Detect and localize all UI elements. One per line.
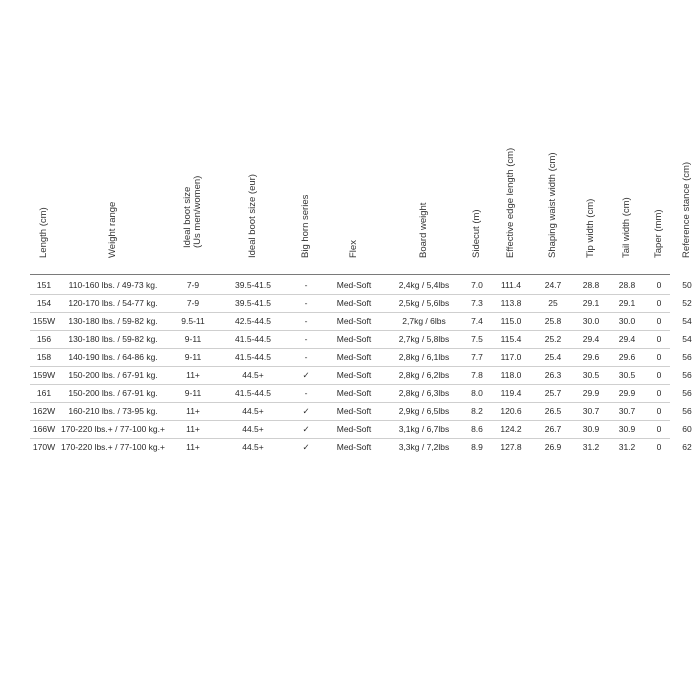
column-header-label: Reference stance (cm) — [681, 161, 692, 258]
cell-weight: 150-200 lbs. / 67-91 kg. — [68, 370, 158, 380]
cell-sidecut: 7.4 — [471, 316, 483, 326]
cell-tail: 29.9 — [618, 388, 636, 398]
cell-stance: 54 — [682, 316, 692, 326]
table-row — [30, 313, 692, 331]
cell-bighorn: ✓ — [302, 406, 310, 416]
cell-stance: 60 — [682, 424, 692, 434]
column-header-taper — [646, 140, 672, 270]
cell-length: 159W — [32, 370, 56, 380]
cell-taper: 0 — [656, 334, 662, 344]
cell-waist: 26.7 — [544, 424, 562, 434]
cell-waist: 25.8 — [544, 316, 562, 326]
cell-edge: 120.6 — [500, 406, 522, 416]
cell-taper: 0 — [656, 388, 662, 398]
cell-board_weight: 3,1kg / 6,7lbs — [398, 424, 450, 434]
cell-boot_us: 7-9 — [186, 298, 200, 308]
cell-edge: 117.0 — [500, 352, 522, 362]
column-header-sidecut — [464, 140, 490, 270]
column-header-label: Weight range — [107, 201, 118, 258]
cell-taper: 0 — [656, 280, 662, 290]
table-row — [30, 367, 692, 385]
cell-edge: 111.4 — [500, 280, 521, 290]
cell-length: 156 — [36, 334, 52, 344]
cell-boot_us: 9-11 — [184, 352, 202, 362]
cell-bighorn: - — [304, 334, 308, 344]
cell-bighorn: - — [304, 316, 308, 326]
cell-taper: 0 — [656, 406, 662, 416]
cell-waist: 25.7 — [544, 388, 562, 398]
cell-tail: 28.8 — [618, 280, 636, 290]
table-row — [30, 403, 692, 421]
cell-weight: 170-220 lbs.+ / 77-100 kg.+ — [61, 442, 165, 452]
cell-bighorn: ✓ — [302, 442, 310, 452]
column-header-stance — [672, 140, 700, 270]
cell-taper: 0 — [656, 316, 662, 326]
cell-weight: 160-210 lbs. / 73-95 kg. — [68, 406, 158, 416]
cell-tip: 30.0 — [582, 316, 600, 326]
cell-tip: 29.1 — [582, 298, 600, 308]
cell-stance: 56 — [682, 352, 692, 362]
table-row — [30, 295, 692, 313]
table-body — [30, 277, 692, 456]
cell-boot_us: 11+ — [186, 442, 200, 452]
cell-edge: 115.4 — [500, 334, 522, 344]
cell-taper: 0 — [656, 298, 662, 308]
cell-waist: 26.3 — [544, 370, 562, 380]
cell-bighorn: ✓ — [302, 424, 310, 434]
cell-boot_eur: 39.5-41.5 — [235, 298, 271, 308]
column-header-label: Ideal boot size (eur) — [247, 174, 258, 258]
column-header-boot_eur — [218, 140, 288, 270]
cell-boot_eur: 42.5-44.5 — [235, 316, 271, 326]
cell-length: 158 — [36, 352, 52, 362]
column-header-label: Length (cm) — [38, 207, 49, 258]
cell-boot_us: 9-11 — [184, 388, 202, 398]
cell-stance: 56 — [682, 370, 692, 380]
cell-bighorn: - — [304, 352, 308, 362]
cell-sidecut: 8.2 — [471, 406, 483, 416]
cell-length: 155W — [32, 316, 56, 326]
cell-boot_us: 11+ — [186, 370, 200, 380]
cell-tail: 29.4 — [618, 334, 636, 344]
cell-board_weight: 2,4kg / 5,4lbs — [398, 280, 450, 290]
cell-bighorn: - — [304, 280, 308, 290]
column-header-label: Effective edge length (cm) — [505, 147, 516, 258]
cell-boot_eur: 44.5+ — [242, 406, 264, 416]
cell-board_weight: 2,7kg / 6lbs — [402, 316, 446, 326]
cell-boot_eur: 41.5-44.5 — [235, 334, 271, 344]
cell-boot_us: 9.5-11 — [181, 316, 205, 326]
cell-waist: 26.9 — [544, 442, 562, 452]
cell-sidecut: 7.8 — [471, 370, 483, 380]
cell-bighorn: - — [304, 388, 308, 398]
column-header-label: Taper (mm) — [653, 209, 664, 258]
cell-sidecut: 7.0 — [471, 280, 483, 290]
cell-tail: 29.1 — [618, 298, 636, 308]
cell-edge: 118.0 — [500, 370, 522, 380]
cell-sidecut: 8.6 — [471, 424, 483, 434]
column-header-label: Tail width (cm) — [621, 197, 632, 258]
cell-sidecut: 8.0 — [471, 388, 483, 398]
cell-tail: 30.9 — [618, 424, 636, 434]
cell-waist: 24.7 — [544, 280, 562, 290]
column-header-label: Flex — [348, 240, 359, 258]
column-header-flex — [324, 140, 384, 270]
cell-bighorn: - — [304, 298, 308, 308]
cell-tip: 29.4 — [582, 334, 600, 344]
cell-tip: 30.5 — [582, 370, 600, 380]
cell-taper: 0 — [656, 442, 662, 452]
cell-boot_us: 9-11 — [184, 334, 202, 344]
cell-stance: 62 — [682, 442, 692, 452]
column-header-tail — [608, 140, 646, 270]
cell-tail: 30.7 — [618, 406, 636, 416]
cell-boot_us: 11+ — [186, 406, 200, 416]
cell-tip: 30.9 — [582, 424, 600, 434]
cell-tip: 31.2 — [582, 442, 600, 452]
table-row — [30, 385, 692, 403]
cell-tip: 28.8 — [582, 280, 600, 290]
header-row — [30, 140, 692, 270]
cell-length: 151 — [36, 280, 52, 290]
cell-flex: Med-Soft — [336, 370, 372, 380]
cell-length: 154 — [36, 298, 52, 308]
cell-length: 166W — [32, 424, 56, 434]
cell-taper: 0 — [656, 370, 662, 380]
cell-stance: 52 — [682, 298, 692, 308]
cell-tail: 31.2 — [618, 442, 636, 452]
column-header-label: Sidecut (m) — [471, 209, 482, 258]
cell-sidecut: 7.3 — [471, 298, 483, 308]
cell-boot_eur: 44.5+ — [242, 424, 264, 434]
cell-flex: Med-Soft — [336, 424, 372, 434]
column-header-label: Ideal boot size (Us men/women) — [182, 175, 203, 248]
cell-board_weight: 2,5kg / 5,6lbs — [398, 298, 450, 308]
cell-weight: 130-180 lbs. / 59-82 kg. — [68, 316, 158, 326]
cell-tip: 30.7 — [582, 406, 600, 416]
cell-bighorn: ✓ — [302, 370, 310, 380]
cell-flex: Med-Soft — [336, 316, 372, 326]
cell-boot_eur: 44.5+ — [242, 370, 264, 380]
cell-board_weight: 3,3kg / 7,2lbs — [398, 442, 450, 452]
cell-board_weight: 2,8kg / 6,2lbs — [398, 370, 450, 380]
cell-weight: 140-190 lbs. / 64-86 kg. — [68, 352, 158, 362]
cell-flex: Med-Soft — [336, 334, 372, 344]
cell-tip: 29.9 — [582, 388, 600, 398]
cell-sidecut: 8.9 — [471, 442, 483, 452]
cell-flex: Med-Soft — [336, 298, 372, 308]
cell-board_weight: 2,8kg / 6,1lbs — [398, 352, 450, 362]
spec-table — [30, 140, 692, 456]
cell-edge: 115.0 — [500, 316, 522, 326]
cell-waist: 25.2 — [544, 334, 562, 344]
cell-boot_eur: 39.5-41.5 — [235, 280, 271, 290]
column-header-label: Board weight — [418, 202, 429, 258]
cell-tail: 30.0 — [618, 316, 636, 326]
cell-stance: 56 — [682, 388, 692, 398]
cell-length: 161 — [36, 388, 52, 398]
cell-tip: 29.6 — [582, 352, 600, 362]
cell-waist: 25.4 — [544, 352, 562, 362]
cell-waist: 25 — [548, 298, 558, 308]
table-row — [30, 439, 692, 456]
column-header-waist — [532, 140, 574, 270]
cell-weight: 120-170 lbs. / 54-77 kg. — [68, 298, 158, 308]
cell-weight: 150-200 lbs. / 67-91 kg. — [68, 388, 158, 398]
cell-edge: 113.8 — [500, 298, 522, 308]
table-row — [30, 331, 692, 349]
cell-length: 162W — [32, 406, 56, 416]
column-header-edge — [490, 140, 532, 270]
column-header-boot_us — [168, 140, 218, 270]
table-row — [30, 349, 692, 367]
cell-flex: Med-Soft — [336, 280, 372, 290]
cell-boot_eur: 44.5+ — [242, 442, 264, 452]
cell-sidecut: 7.7 — [471, 352, 483, 362]
cell-flex: Med-Soft — [336, 352, 372, 362]
cell-tail: 30.5 — [618, 370, 636, 380]
cell-stance: 50 — [682, 280, 692, 290]
cell-length: 170W — [32, 442, 56, 452]
column-header-label: Shaping waist width (cm) — [547, 152, 558, 258]
cell-stance: 56 — [682, 406, 692, 416]
cell-waist: 26.5 — [544, 406, 562, 416]
cell-flex: Med-Soft — [336, 442, 372, 452]
cell-boot_eur: 41.5-44.5 — [235, 352, 271, 362]
cell-flex: Med-Soft — [336, 406, 372, 416]
cell-board_weight: 2,7kg / 5,8lbs — [398, 334, 450, 344]
cell-stance: 54 — [682, 334, 692, 344]
cell-edge: 127.8 — [500, 442, 522, 452]
cell-tail: 29.6 — [618, 352, 636, 362]
cell-sidecut: 7.5 — [471, 334, 483, 344]
column-header-bighorn — [288, 140, 324, 270]
cell-edge: 119.4 — [500, 388, 522, 398]
column-header-length — [30, 140, 58, 270]
column-header-tip — [574, 140, 608, 270]
column-header-label: Tip width (cm) — [585, 198, 596, 258]
table-row — [30, 277, 692, 295]
cell-boot_us: 7-9 — [186, 280, 200, 290]
header-divider — [30, 274, 670, 275]
column-header-weight — [58, 140, 168, 270]
cell-board_weight: 2,9kg / 6,5lbs — [398, 406, 450, 416]
cell-weight: 170-220 lbs.+ / 77-100 kg.+ — [61, 424, 165, 434]
column-header-board_weight — [384, 140, 464, 270]
cell-taper: 0 — [656, 352, 662, 362]
cell-taper: 0 — [656, 424, 662, 434]
cell-edge: 124.2 — [500, 424, 522, 434]
cell-boot_us: 11+ — [186, 424, 200, 434]
cell-flex: Med-Soft — [336, 388, 372, 398]
cell-weight: 110-160 lbs. / 49-73 kg. — [68, 280, 158, 290]
cell-weight: 130-180 lbs. / 59-82 kg. — [68, 334, 158, 344]
cell-boot_eur: 41.5-44.5 — [235, 388, 271, 398]
column-header-label: Big horn series — [300, 194, 311, 258]
cell-board_weight: 2,8kg / 6,3lbs — [398, 388, 450, 398]
table-row — [30, 421, 692, 439]
